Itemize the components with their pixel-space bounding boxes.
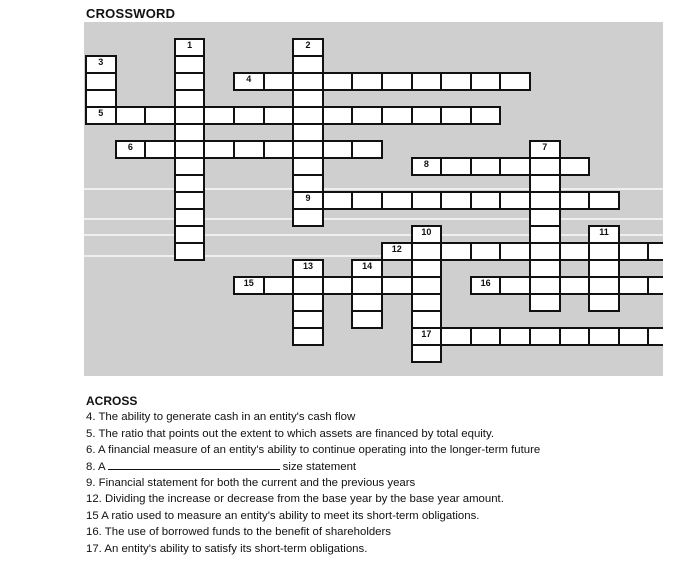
crossword-cell[interactable]	[499, 276, 531, 295]
crossword-cell[interactable]	[411, 344, 443, 363]
grid-stripe	[84, 188, 663, 190]
clue-9: 9. Financial statement for both the current and the previous years	[86, 477, 416, 490]
grid-stripe	[84, 218, 663, 220]
crossword-cell[interactable]	[559, 191, 591, 210]
crossword-cell[interactable]	[559, 242, 591, 261]
clue-6: 6. A financial measure of an entity's ability to continue operating into the longer-term future	[86, 444, 541, 457]
crossword-cell[interactable]	[292, 327, 324, 346]
crossword-cell[interactable]	[233, 106, 265, 125]
crossword-cell[interactable]	[647, 242, 663, 261]
crossword-cell[interactable]	[499, 242, 531, 261]
clue-8-prefix: 8. A	[86, 460, 106, 473]
crossword-cell[interactable]	[322, 276, 354, 295]
crossword-cell[interactable]	[381, 72, 413, 91]
crossword-cell[interactable]	[351, 191, 383, 210]
clue-number-label: 16	[480, 278, 491, 288]
clue-number-label: 14	[362, 261, 373, 271]
crossword-cell[interactable]	[381, 276, 413, 295]
crossword-cell[interactable]	[559, 157, 591, 176]
crossword-cell[interactable]	[559, 276, 591, 295]
clue-5: 5. The ratio that points out the extent to which assets are financed by total equity.	[86, 427, 494, 440]
crossword-grid	[84, 22, 663, 376]
clue-number-label: 10	[421, 227, 432, 237]
crossword-cell[interactable]	[322, 106, 354, 125]
clue-number-label: 8	[423, 159, 429, 169]
crossword-cell[interactable]	[470, 106, 502, 125]
clue-8-blank[interactable]	[108, 459, 280, 470]
crossword-cell[interactable]	[115, 140, 147, 159]
crossword-cell[interactable]	[85, 106, 117, 125]
clue-4: 4. The ability to generate cash in an entity's cash flow	[86, 411, 356, 424]
clue-number-label: 13	[302, 261, 313, 271]
crossword-cell[interactable]	[263, 276, 295, 295]
grid-stripe	[84, 234, 663, 236]
crossword-cell[interactable]	[559, 327, 591, 346]
crossword-cell[interactable]	[174, 242, 206, 261]
clue-16: 16. The use of borrowed funds to the benefit of shareholders	[86, 526, 392, 539]
crossword-cell[interactable]	[411, 106, 443, 125]
crossword-cell[interactable]	[411, 72, 443, 91]
crossword-cell[interactable]	[233, 140, 265, 159]
crossword-cell[interactable]	[263, 72, 295, 91]
crossword-cell[interactable]	[411, 191, 443, 210]
crossword-cell[interactable]	[588, 191, 620, 210]
crossword-cell[interactable]	[411, 157, 443, 176]
clue-15: 15 A ratio used to measure an entity's ability to meet its short-term obligations.	[86, 509, 480, 522]
crossword-cell[interactable]	[322, 191, 354, 210]
clue-number-label: 3	[98, 57, 104, 67]
clue-number-label: 15	[243, 278, 254, 288]
crossword-cell[interactable]	[470, 327, 502, 346]
crossword-cell[interactable]	[470, 276, 502, 295]
crossword-cell[interactable]	[618, 327, 650, 346]
crossword-cell[interactable]	[351, 72, 383, 91]
crossword-cell[interactable]	[588, 327, 620, 346]
clue-number-label: 2	[305, 40, 311, 50]
clue-number-label: 12	[391, 244, 402, 254]
crossword-cell[interactable]	[440, 327, 472, 346]
crossword-cell[interactable]	[499, 157, 531, 176]
crossword-cell[interactable]	[499, 72, 531, 91]
crossword-cell[interactable]	[351, 310, 383, 329]
clue-number-label: 7	[542, 142, 548, 152]
clue-number-label: 6	[127, 142, 133, 152]
crossword-cell[interactable]	[618, 242, 650, 261]
clue-number-label: 17	[421, 329, 432, 339]
crossword-cell[interactable]	[470, 191, 502, 210]
clue-17: 17. An entity's ability to satisfy its short-term obligations.	[86, 542, 368, 555]
crossword-cell[interactable]	[144, 106, 176, 125]
crossword-cell[interactable]	[263, 140, 295, 159]
crossword-cell[interactable]	[470, 242, 502, 261]
clue-number-label: 1	[187, 40, 193, 50]
clue-12: 12. Dividing the increase or decrease from the base year by the base year amount.	[86, 493, 504, 506]
clue-number-label: 5	[98, 108, 104, 118]
clue-number-label: 4	[246, 74, 252, 84]
crossword-title: CROSSWORD	[86, 6, 176, 21]
crossword-cell[interactable]	[440, 242, 472, 261]
crossword-cell[interactable]	[381, 191, 413, 210]
crossword-cell[interactable]	[588, 293, 620, 312]
crossword-cell[interactable]	[618, 276, 650, 295]
crossword-cell[interactable]	[647, 276, 663, 295]
crossword-cell[interactable]	[322, 72, 354, 91]
crossword-cell[interactable]	[470, 72, 502, 91]
clue-8-suffix: size statement	[282, 460, 357, 473]
across-heading: ACROSS	[86, 394, 138, 408]
crossword-cell[interactable]	[440, 72, 472, 91]
crossword-cell[interactable]	[440, 157, 472, 176]
crossword-cell[interactable]	[470, 157, 502, 176]
crossword-cell[interactable]	[263, 106, 295, 125]
crossword-cell[interactable]	[529, 327, 561, 346]
clue-8	[86, 459, 666, 475]
crossword-cell[interactable]	[499, 327, 531, 346]
clue-number-label: 11	[599, 227, 609, 237]
crossword-cell[interactable]	[381, 106, 413, 125]
crossword-cell[interactable]	[499, 191, 531, 210]
crossword-cell[interactable]	[233, 276, 265, 295]
crossword-cell[interactable]	[115, 106, 147, 125]
crossword-cell[interactable]	[440, 106, 472, 125]
crossword-cell[interactable]	[381, 242, 413, 261]
crossword-cell[interactable]	[351, 106, 383, 125]
crossword-cell[interactable]	[292, 208, 324, 227]
clues-panel	[86, 393, 666, 557]
crossword-cell[interactable]	[203, 106, 235, 125]
clue-number-label: 9	[305, 193, 311, 203]
crossword-cell[interactable]	[440, 191, 472, 210]
crossword-cell[interactable]	[144, 140, 176, 159]
crossword-cell[interactable]	[529, 293, 561, 312]
crossword-cell[interactable]	[203, 140, 235, 159]
crossword-cell[interactable]	[647, 327, 663, 346]
crossword-cell[interactable]	[351, 140, 383, 159]
crossword-cell[interactable]	[233, 72, 265, 91]
crossword-cell[interactable]	[322, 140, 354, 159]
